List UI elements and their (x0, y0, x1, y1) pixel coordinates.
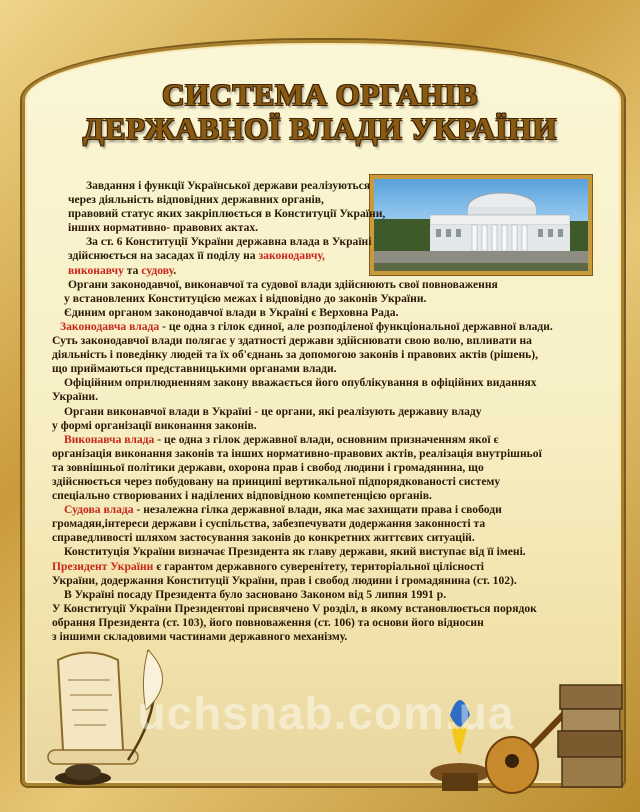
text-line: та зовнішньої політики держави, охорона прав і свобод людини і громадянина, що (52, 460, 484, 474)
text-line (60, 503, 610, 517)
text-line: справедливості шляхом застосування законів до конкретних життєвих ситуацій. (52, 531, 475, 545)
text-line: Органи виконавчої влади в Україні - це органи, які реалізують державну владу (64, 404, 482, 418)
body-text (52, 179, 610, 644)
text-line: У Конституції України Президентові присвячено V розділ, в якому встановлюється порядок (52, 601, 537, 615)
text-span: здійснюється на засадах її поділу на (68, 249, 259, 263)
text-span: - це одна з гілок державної влади, основним призначенням якої є (154, 432, 499, 446)
watermark: uchsnab.com.ua (137, 687, 515, 739)
title-line-2: ДЕРЖАВНОЇ ВЛАДИ УКРАЇНИ (82, 111, 558, 146)
text-line: у формі організації виконання законів. (52, 418, 257, 432)
text-line: організація виконання законів та інших нормативно-правових актів, реалізація внутрішньої (52, 446, 542, 460)
term-judicial: судову (141, 263, 174, 277)
text-line: Завдання і функції Української держави реалізуються (86, 179, 371, 192)
text-line: Суть законодавчої влади полягає у здатності держави здійснювати свою волю, впливати на (52, 334, 532, 348)
text-line: Офіційним оприлюдненням закону вважається його опублікування в офіційних виданнях (64, 376, 537, 390)
text-line: здійснюється через побудовану на принципі вертикальної підпорядкованості систему (52, 474, 501, 488)
text-line: спеціально створюваних і наділених відповідною компетенцією органів. (52, 489, 432, 503)
text-line (60, 264, 610, 278)
term-executive: виконавчу (68, 263, 124, 277)
text-line: обрання Президента (ст. 103), його повноваження (ст. 106) та основи його відносин (52, 615, 484, 629)
term-judicial-power: Судова влада (64, 503, 134, 517)
text-span: . (173, 263, 177, 277)
text-line: з іншими складовими частинами державного механізму. (52, 630, 348, 643)
text-line: України, додержання Конституції України, прав і свобод людини і громадянина (ст. 102). (52, 573, 517, 587)
text-span: та (123, 263, 142, 277)
text-line: що приймаються представницькими органами влади. (52, 362, 337, 376)
term-legislative: законодавчу, (258, 249, 325, 263)
text-line: інших нормативно- правових актах. (68, 221, 259, 235)
text-span: є гарантом державного суверенітету, територіальної цілісності (153, 559, 485, 573)
text-line (52, 560, 610, 574)
text-line: громадян,інтереси держави і суспільства, забезпечувати додержання законності та (52, 517, 486, 531)
page-title (0, 78, 640, 146)
text-line (60, 320, 610, 334)
text-line (60, 249, 610, 263)
term-legislative-power: Законодавча влада (60, 319, 160, 333)
text-line: діяльність і поведінку людей та їх об'єднань за допомогою законів і правових актів (рішень), (52, 348, 539, 362)
text-line: правовий статус яких закріплюється в Конституції України, (68, 207, 386, 221)
term-executive-power: Виконавча влада (64, 432, 155, 446)
text-line (60, 433, 610, 447)
title-line-1: СИСТЕМА ОРГАНІВ (162, 77, 478, 112)
text-line: За ст. 6 Конституції України державна влада в Україні (86, 235, 372, 249)
text-line: Органи законодавчої, виконавчої та судової влади здійснюють свої повноваження (68, 277, 498, 291)
text-line: України. (52, 390, 98, 404)
text-line: Єдиним органом законодавчої влади в Україні є Верховна Рада. (64, 305, 399, 319)
text-span: - незалежна гілка державної влади, яка має захищати права і свободи (133, 503, 502, 517)
text-line: Конституція України визначає Президента як главу держави, який виступає від її імені. (64, 545, 526, 559)
text-line: В Україні посаду Президента було засновано Законом від 5 липня 1991 р. (64, 587, 447, 601)
text-line: через діяльність відповідних державних органів, (68, 193, 324, 207)
text-line: у встановлених Конституцією межах і відповідно до законів України. (64, 291, 427, 305)
term-president: Президент України (52, 559, 154, 573)
text-span: - це одна з гілок єдиної, але розподіленої функціональної державної влади. (159, 319, 553, 333)
